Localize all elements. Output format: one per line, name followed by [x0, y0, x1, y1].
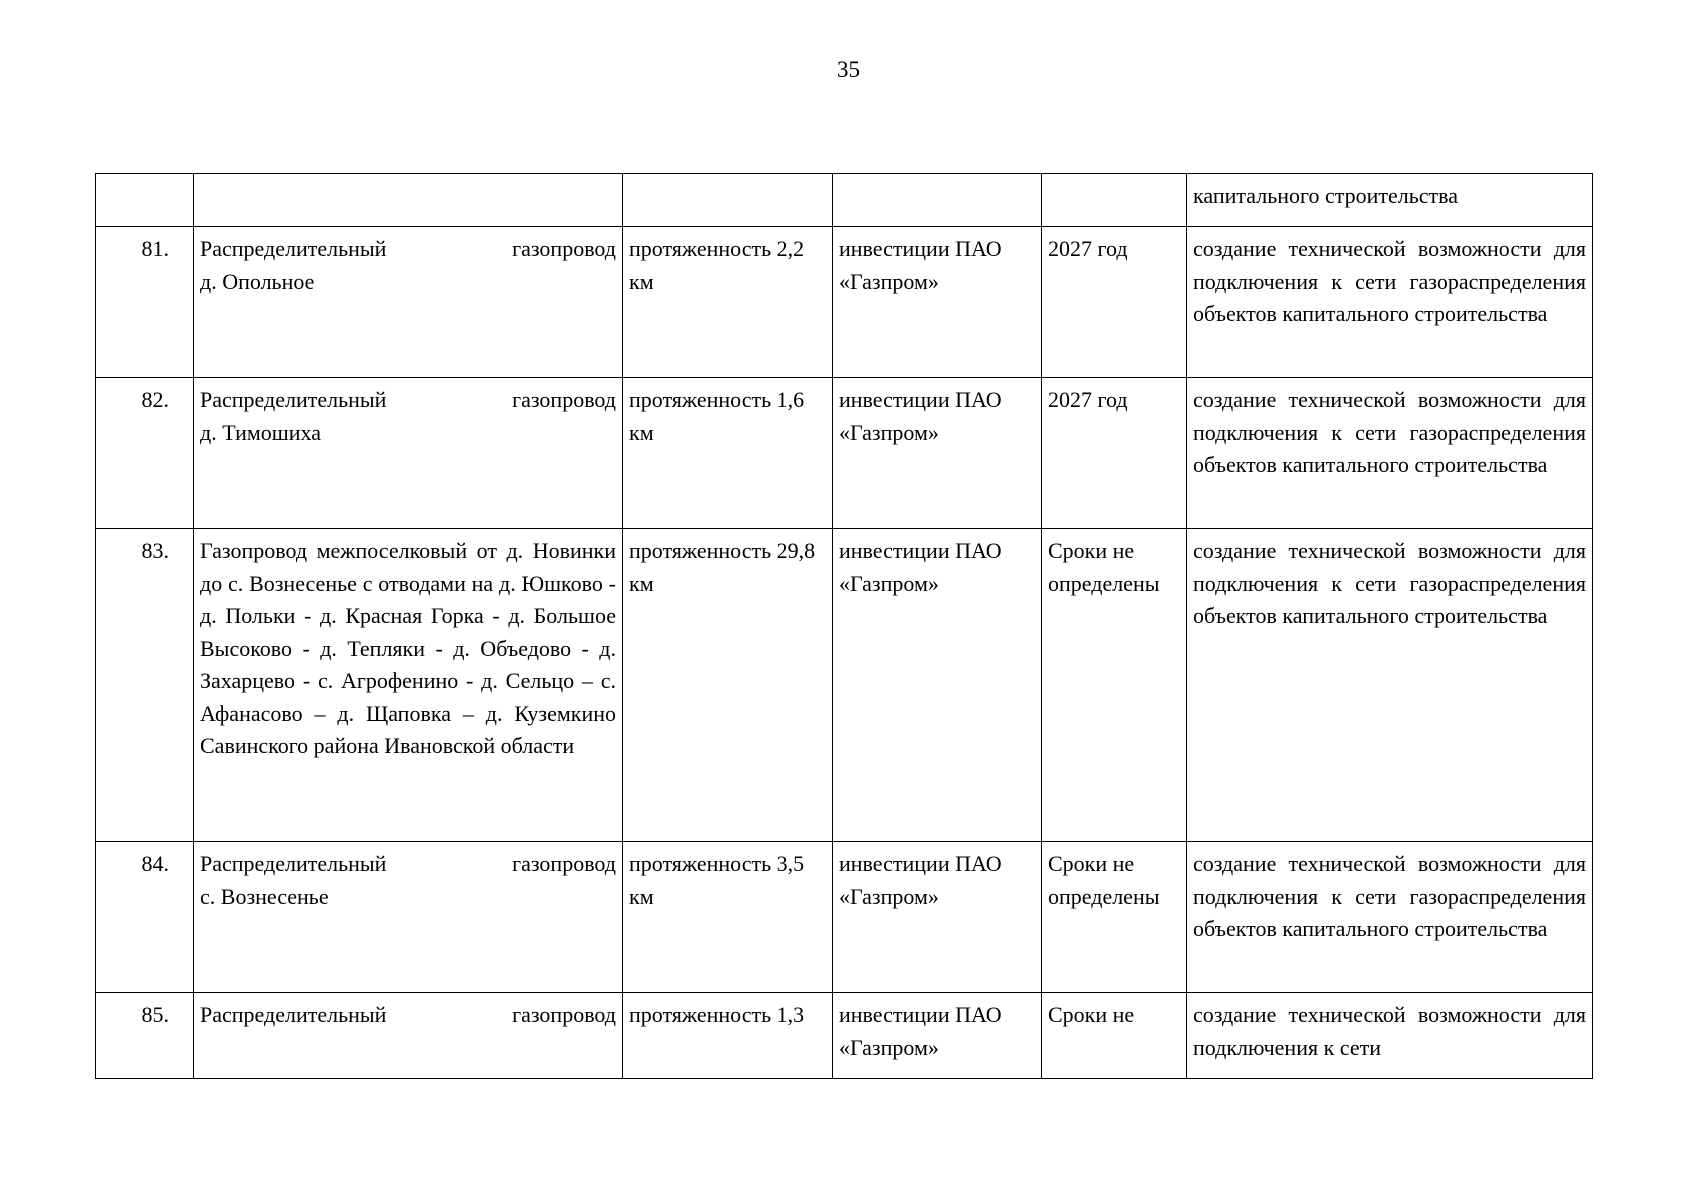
cell-source: инвестиции ПАО «Газпром» — [833, 842, 1042, 993]
cell-name-line: с. Вознесенье — [200, 883, 329, 909]
page-number: 35 — [837, 57, 860, 82]
cell-name-line: Распределительный газопровод — [200, 387, 616, 412]
cell-purpose: создание технической возможности для подключения к сети газораспределения объектов капитального строительства — [1187, 529, 1593, 842]
cell-num: 82. — [96, 378, 194, 529]
cell-name: Газопровод межпоселковый от д. Новинки до с. Вознесенье с отводами на д. Юшково - д. Польки - д. Красная Горка - д. Большое Высоково - д. Тепляки - д. Объедово - д. Захарцево - с. Агрофенино - д. Сельцо – с. Афанасово – д. Щаповка – д. Куземкино Савинского района Ивановской области — [194, 529, 623, 842]
cell-length: протяженность 1,3 — [623, 993, 833, 1079]
cell-term — [1042, 174, 1187, 227]
cell-term: 2027 год — [1042, 378, 1187, 529]
cell-num: 83. — [96, 529, 194, 842]
cell-term: 2027 год — [1042, 227, 1187, 378]
cell-purpose: создание технической возможности для подключения к сети — [1187, 993, 1593, 1079]
table-row — [96, 842, 1593, 993]
cell-name — [194, 993, 623, 1079]
cell-term: Сроки не определены — [1042, 842, 1187, 993]
table-row — [96, 378, 1593, 529]
cell-length: протяженность 29,8 км — [623, 529, 833, 842]
cell-length — [623, 174, 833, 227]
cell-term: Сроки не определены — [1042, 529, 1187, 842]
cell-num — [96, 174, 194, 227]
cell-source: инвестиции ПАО «Газпром» — [833, 529, 1042, 842]
gas-pipeline-table — [95, 173, 1593, 1079]
cell-purpose: создание технической возможности для подключения к сети газораспределения объектов капитального строительства — [1187, 842, 1593, 993]
cell-source: инвестиции ПАО «Газпром» — [833, 993, 1042, 1079]
table-row-continuation — [96, 174, 1593, 227]
cell-name-line: Распределительный газопровод — [200, 236, 616, 261]
cell-name-line: д. Тимошиха — [200, 419, 321, 445]
table-row — [96, 529, 1593, 842]
cell-name — [194, 842, 623, 993]
table-row — [96, 993, 1593, 1079]
cell-num: 85. — [96, 993, 194, 1079]
cell-length: протяженность 2,2 км — [623, 227, 833, 378]
cell-name — [194, 174, 623, 227]
cell-name-line: Распределительный газопровод — [200, 851, 616, 876]
cell-purpose: капитального строительства — [1187, 174, 1593, 227]
cell-source: инвестиции ПАО «Газпром» — [833, 227, 1042, 378]
cell-num: 84. — [96, 842, 194, 993]
table-row — [96, 227, 1593, 378]
cell-source — [833, 174, 1042, 227]
cell-name — [194, 227, 623, 378]
cell-length: протяженность 3,5 км — [623, 842, 833, 993]
cell-name-line: д. Опольное — [200, 268, 315, 294]
cell-term: Сроки не — [1042, 993, 1187, 1079]
cell-purpose: создание технической возможности для подключения к сети газораспределения объектов капитального строительства — [1187, 378, 1593, 529]
cell-purpose: создание технической возможности для подключения к сети газораспределения объектов капитального строительства — [1187, 227, 1593, 378]
cell-length: протяженность 1,6 км — [623, 378, 833, 529]
cell-source: инвестиции ПАО «Газпром» — [833, 378, 1042, 529]
cell-name-line: Распределительный газопровод — [200, 1002, 616, 1027]
cell-num: 81. — [96, 227, 194, 378]
cell-name — [194, 378, 623, 529]
